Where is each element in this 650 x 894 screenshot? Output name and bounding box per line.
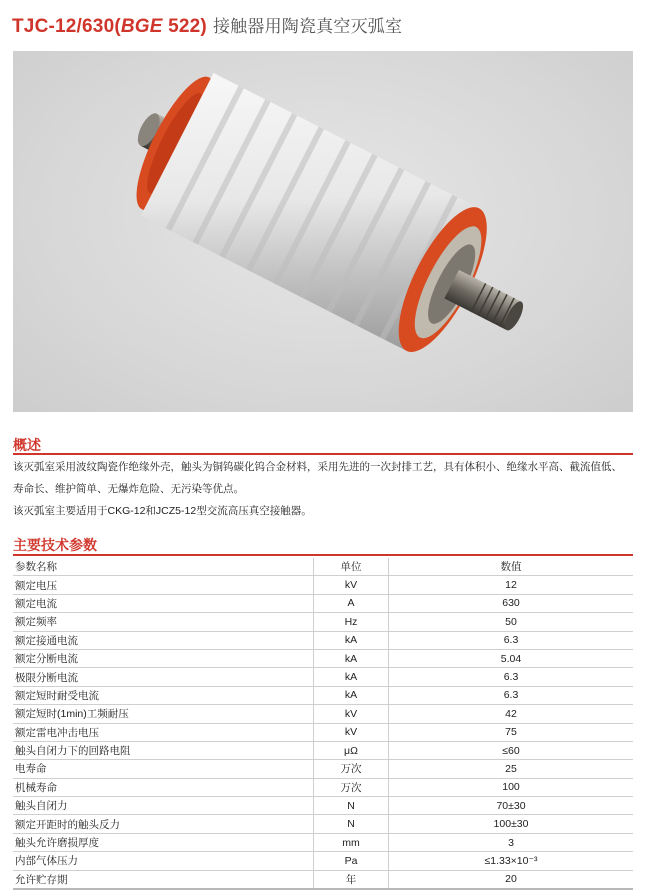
parameter-value: 25 <box>389 760 634 778</box>
parameter-name: 允许贮存期 <box>13 870 314 889</box>
parameter-name: 额定接通电流 <box>13 631 314 649</box>
overview-paragraph: 该灭弧室主要适用于CKG-12和JCZ5-12型交流高压真空接触器。 <box>13 505 312 517</box>
parameter-unit: A <box>314 594 389 612</box>
parameter-value: 20 <box>389 870 634 889</box>
table-header-row <box>13 558 633 576</box>
parameter-unit: 万次 <box>314 778 389 796</box>
table-row <box>13 815 633 833</box>
parameter-value: 50 <box>389 613 634 631</box>
table-row <box>13 778 633 796</box>
parameter-name: 触头自闭力下的回路电阻 <box>13 741 314 759</box>
table-row <box>13 631 633 649</box>
parameter-value: 70±30 <box>389 797 634 815</box>
column-header-unit: 单位 <box>314 558 389 576</box>
table-row <box>13 797 633 815</box>
parameter-name: 额定雷电冲击电压 <box>13 723 314 741</box>
parameter-unit: μΩ <box>314 741 389 759</box>
table-row <box>13 833 633 851</box>
table-row <box>13 705 633 723</box>
parameter-value: 100 <box>389 778 634 796</box>
parameter-value: 6.3 <box>389 631 634 649</box>
parameter-name: 额定短时(1min)工频耐压 <box>13 705 314 723</box>
parameter-value: 630 <box>389 594 634 612</box>
table-row <box>13 649 633 667</box>
parameter-name: 触头自闭力 <box>13 797 314 815</box>
parameter-name: 额定频率 <box>13 613 314 631</box>
parameter-name: 额定电压 <box>13 576 314 594</box>
overview-paragraph: 该灭弧室采用波纹陶瓷作绝缘外壳，触头为铜钨碳化钨合金材料，采用先进的一次封排工艺，具有体积小、绝缘水平高、截流值低、 <box>13 461 622 473</box>
brand-logo: BGE <box>120 16 163 37</box>
parameter-value: 100±30 <box>389 815 634 833</box>
parameter-unit: kA <box>314 649 389 667</box>
parameter-unit: Hz <box>314 613 389 631</box>
parameter-name: 额定分断电流 <box>13 649 314 667</box>
overview-heading: 概述 <box>13 437 41 453</box>
table-row <box>13 576 633 594</box>
parameter-value: 12 <box>389 576 634 594</box>
parameter-value: 42 <box>389 705 634 723</box>
parameter-unit: 年 <box>314 870 389 889</box>
parameter-value: 6.3 <box>389 668 634 686</box>
parameter-unit: N <box>314 815 389 833</box>
model-number: TJC-12/630( <box>12 16 121 37</box>
parameter-unit: kA <box>314 668 389 686</box>
table-row <box>13 852 633 870</box>
parameter-unit: N <box>314 797 389 815</box>
parameter-value: ≤60 <box>389 741 634 759</box>
overview-paragraph: 寿命长、维护简单、无爆炸危险、无污染等优点。 <box>13 483 244 495</box>
parameter-name: 额定短时耐受电流 <box>13 686 314 704</box>
specs-heading: 主要技术参数 <box>13 537 97 553</box>
specs-divider <box>13 554 633 556</box>
parameter-value: 5.04 <box>389 649 634 667</box>
column-header-parameter: 参数名称 <box>13 558 314 576</box>
overview-text <box>13 456 633 522</box>
product-subtitle: 接触器用陶瓷真空灭弧室 <box>212 17 403 36</box>
model-number-suffix: 522) <box>162 16 207 37</box>
table-row <box>13 760 633 778</box>
table-row <box>13 613 633 631</box>
table-row <box>13 686 633 704</box>
vacuum-interrupter-photo <box>13 51 633 412</box>
table-row <box>13 668 633 686</box>
parameter-unit: kV <box>314 576 389 594</box>
table-row <box>13 594 633 612</box>
parameter-name: 触头允许磨损厚度 <box>13 833 314 851</box>
parameter-name: 电寿命 <box>13 760 314 778</box>
parameter-name: 额定开距时的触头反力 <box>13 815 314 833</box>
table-row <box>13 870 633 889</box>
parameter-value: 3 <box>389 833 634 851</box>
parameter-unit: Pa <box>314 852 389 870</box>
parameter-value: 6.3 <box>389 686 634 704</box>
parameter-name: 机械寿命 <box>13 778 314 796</box>
table-row <box>13 723 633 741</box>
parameter-unit: mm <box>314 833 389 851</box>
product-photo <box>13 51 633 412</box>
parameter-name: 内部气体压力 <box>13 852 314 870</box>
parameter-unit: 万次 <box>314 760 389 778</box>
parameter-name: 额定电流 <box>13 594 314 612</box>
parameter-unit: kA <box>314 631 389 649</box>
parameter-unit: kA <box>314 686 389 704</box>
parameter-value: 75 <box>389 723 634 741</box>
parameter-name: 极限分断电流 <box>13 668 314 686</box>
specs-table <box>13 558 633 890</box>
parameter-unit: kV <box>314 723 389 741</box>
column-header-value: 数值 <box>389 558 634 576</box>
page-title <box>12 12 402 36</box>
table-row <box>13 741 633 759</box>
overview-divider <box>13 453 633 455</box>
parameter-value: ≤1.33×10⁻³ <box>389 852 634 870</box>
parameter-unit: kV <box>314 705 389 723</box>
